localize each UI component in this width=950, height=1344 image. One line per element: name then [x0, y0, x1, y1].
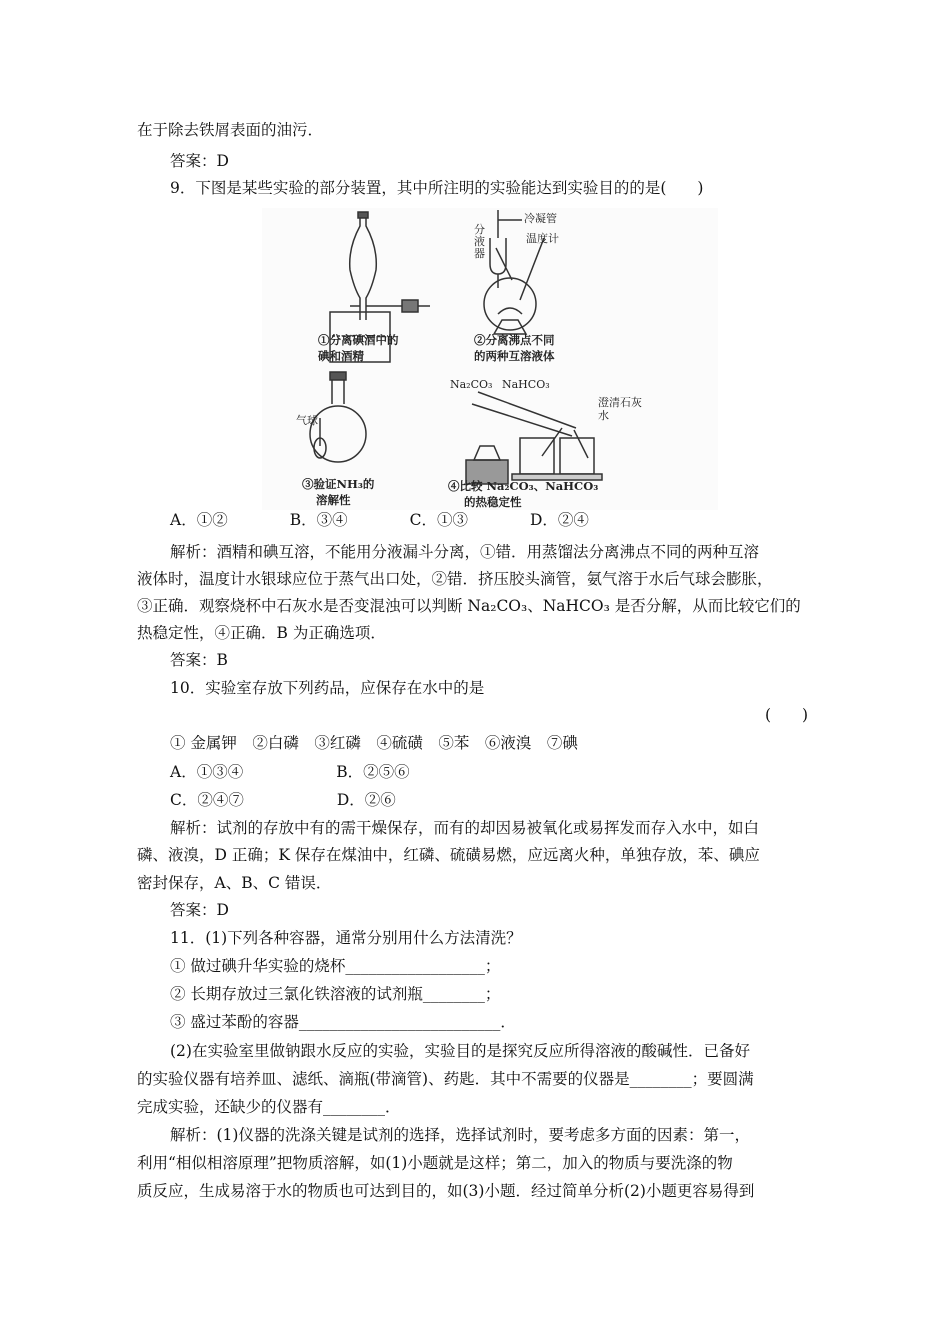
text-line-1: 在于除去铁屑表面的油污． — [137, 121, 324, 139]
question-11-item-1: ① 做过碘升华实验的烧杯__________________； — [170, 957, 501, 975]
caption-2b: 的两种互溶液体 — [474, 349, 555, 363]
question-11-part-2-line-2: 的实验仪器有培养皿、滤纸、滴瓶(带滴管)、药匙．其中不需要的仪器是________；要圆满 — [137, 1070, 754, 1088]
analysis-10-line-2: 磷、液溴，D 正确；K 保存在煤油中，红磷、硫磺易燃，应远离火种，单独存放，苯、碘应 — [137, 846, 760, 864]
caption-3a: ③验证NH₃的 — [302, 477, 375, 491]
analysis-9-line-1: 解析：酒精和碘互溶，不能用分液漏斗分离，①错．用蒸馏法分离沸点不同的两种互溶 — [170, 543, 760, 561]
caption-4a: ④比较 Na₂CO₃、NaHCO₃ — [448, 479, 599, 493]
label-na2co3: Na₂CO₃ — [450, 378, 493, 391]
answer-9: 答案：B — [170, 651, 228, 669]
caption-3b: 溶解性 — [316, 493, 351, 507]
question-10-bracket: ( ) — [765, 706, 809, 724]
question-11-part-2-line-3: 完成实验，还缺少的仪器有________． — [137, 1098, 401, 1116]
analysis-9-line-3: ③正确．观察烧杯中石灰水是否变混浊可以判断 Na₂CO₃、NaHCO₃ 是否分解，从而比较它们的 — [137, 597, 801, 615]
caption-2a: ②分离沸点不同 — [474, 333, 555, 347]
label-nahco3: NaHCO₃ — [502, 378, 550, 391]
apparatus-figure — [262, 208, 718, 510]
question-11-part-1: 11．(1)下列各种容器，通常分别用什么方法清洗？ — [170, 929, 522, 947]
analysis-10-line-1: 解析：试剂的存放中有的需干燥保存，而有的却因易被氧化或易挥发而存入水中，如白 — [170, 819, 760, 837]
caption-4b: 的热稳定性 — [464, 495, 522, 509]
question-10: 10．实验室存放下列药品，应保存在水中的是 — [170, 679, 485, 697]
analysis-9-line-4: 热稳定性，④正确．B 为正确选项． — [137, 624, 386, 642]
analysis-9-line-2: 液体时，温度计水银球应位于蒸气出口处，②错．挤压胶头滴管，氨气溶于水后气球会膨胀， — [137, 570, 773, 588]
analysis-11-line-2: 利用“相似相溶原理”把物质溶解，如(1)小题就是这样；第二，加入的物质与要洗涤的物 — [137, 1154, 733, 1172]
question-10-items: ① 金属钾 ②白磷 ③红磷 ④硫磺 ⑤苯 ⑥液溴 ⑦碘 — [170, 734, 578, 752]
options-9: A．①② B．③④ C．①③ D．②④ — [170, 511, 589, 529]
options-10-row-2: C．②④⑦ D．②⑥ — [170, 791, 396, 809]
answer-8: 答案：D — [170, 152, 229, 170]
label-limewater: 澄清石灰水 — [598, 396, 642, 422]
analysis-11-line-3: 质反应，生成易溶于水的物质也可达到目的，如(3)小题．经过简单分析(2)小题更容易得到 — [137, 1182, 755, 1200]
analysis-10-line-3: 密封保存，A、B、C 错误． — [137, 874, 332, 892]
options-10-row-1: A．①③④ B．②⑤⑥ — [170, 763, 410, 781]
question-9: 9．下图是某些实验的部分装置，其中所注明的实验能达到实验目的的是( ) — [170, 179, 704, 197]
answer-10: 答案：D — [170, 901, 229, 919]
question-11-part-2-line-1: (2)在实验室里做钠跟水反应的实验，实验目的是探究反应所得溶液的酸碱性．已备好 — [170, 1042, 750, 1060]
label-condenser: 冷凝管 — [524, 212, 557, 225]
label-balloon: 气球 — [296, 414, 318, 427]
question-11-item-2: ② 长期存放过三氯化铁溶液的试剂瓶________； — [170, 985, 501, 1003]
caption-1b: 碘和酒精 — [318, 349, 364, 363]
label-thermometer: 温度计 — [526, 232, 559, 245]
caption-1a: ①分离碘酒中的 — [318, 333, 399, 347]
label-separator: 分液器 — [474, 223, 485, 260]
analysis-11-line-1: 解析：(1)仪器的洗涤关键是试剂的选择，选择试剂时，要考虑多方面的因素：第一， — [170, 1126, 750, 1144]
question-11-item-3: ③ 盛过苯酚的容器__________________________． — [170, 1013, 516, 1031]
